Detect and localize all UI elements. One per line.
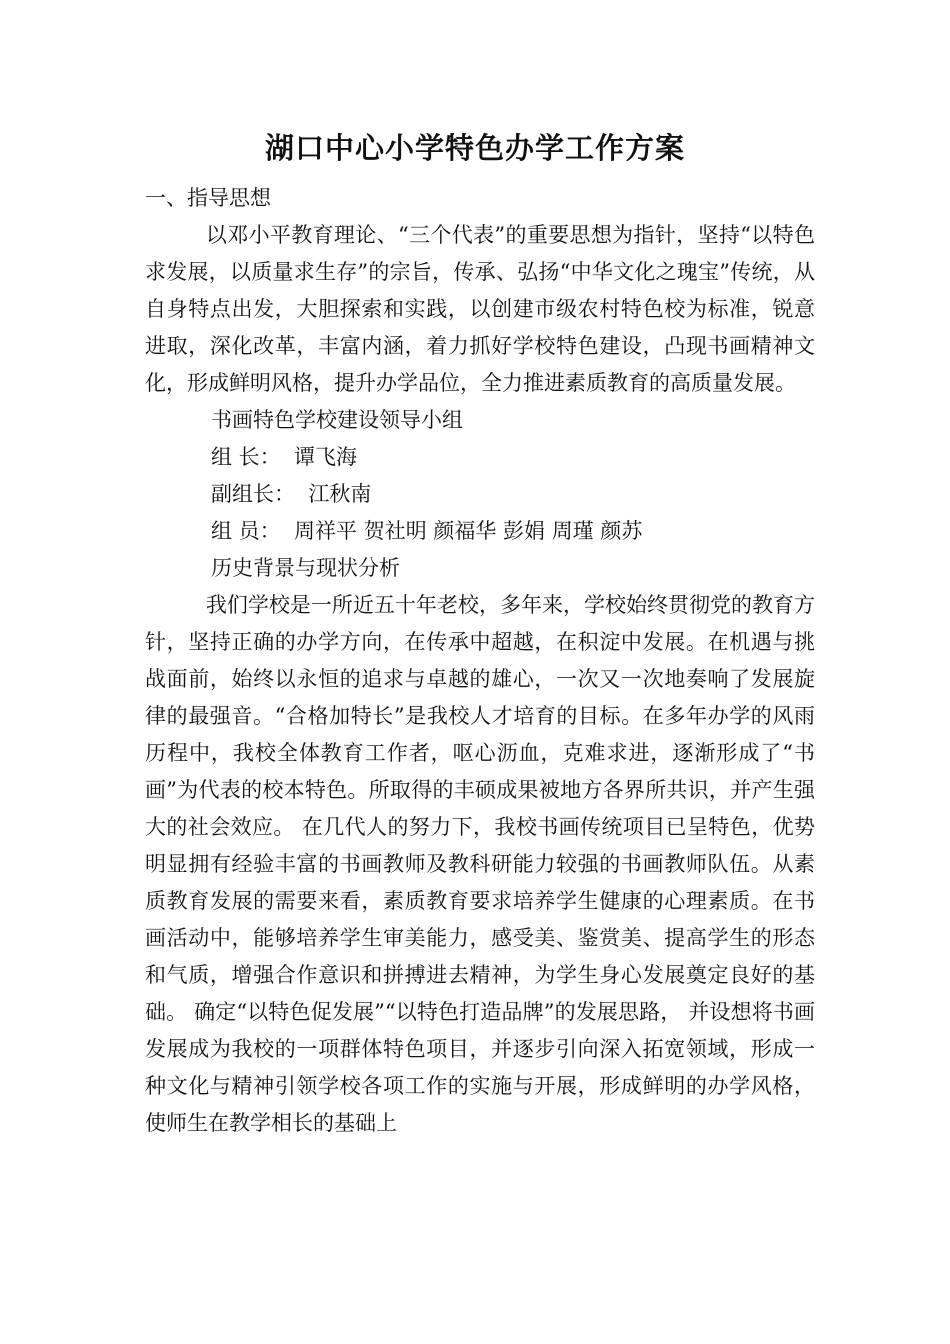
leadership-group-title: 书画特色学校建设领导小组 [211, 408, 463, 432]
document-title: 湖口中心小学特色办学工作方案 [264, 131, 685, 165]
group-leader-line: 组 长： 谭飞海 [211, 445, 358, 469]
section-heading-guiding-ideology: 一、指导思想 [145, 186, 271, 210]
deputy-leader-line: 副组长： 江秋南 [211, 482, 372, 506]
background-heading: 历史背景与现状分析 [211, 556, 400, 580]
background-paragraph: 我们学校是一所近五十年老校，多年来，学校始终贯彻党的教育方针，坚持正确的办学方向，在传承中超越，在积淀中发展。在机遇与挑战面前，始终以永恒的追求与卓越的雄心，一次又一次地奏响了发展旋律的最强音。“合格加特长”是我校人才培育的目标。在多年办学的风雨历程中，我校全体教育工作者，呕心沥血，克难求进，逐渐形成了“书画”为代表的校本特色。所取得的丰硕成果被地方各界所共识，并产生强大的社会效应。 在几代人的努力下，我校书画传统项目已呈特色，优势明显拥有经验丰富的书画教师及教科研能力较强的书画教师队伍。从素质教育发展的需要来看，素质教育要求培养学生健康的心理素质。在书画活动中，能够培养学生审美能力，感受美、鉴赏美、提高学生的形态和气质，增强合作意识和拼搏进去精神，为学生身心发展奠定良好的基础。 确定“以特色促发展”“以特色打造品牌”的发展思路， 并设想将书画发展成为我校的一项群体特色项目，并逐步引向深入拓宽领域，形成一种文化与精神引领学校各项工作的实施与开展，形成鲜明的办学风格，使师生在教学相长的基础上 [145, 593, 815, 1135]
group-members-line: 组 员： 周祥平 贺社明 颜福华 彭娟 周瑾 颜苏 [211, 519, 643, 543]
guiding-ideology-paragraph: 以邓小平教育理论、“三个代表”的重要思想为指针，坚持“以特色求发展，以质量求生存”的宗旨，传承、弘扬“中华文化之瑰宝”传统，从自身特点出发，大胆探索和实践，以创建市级农村特色校为标准，锐意进取，深化改革，丰富内涵，着力抓好学校特色建设，凸现书画精神文化，形成鲜明风格，提升办学品位，全力推进素质教育的高质量发展。 [145, 223, 815, 395]
document-body [145, 180, 815, 1142]
